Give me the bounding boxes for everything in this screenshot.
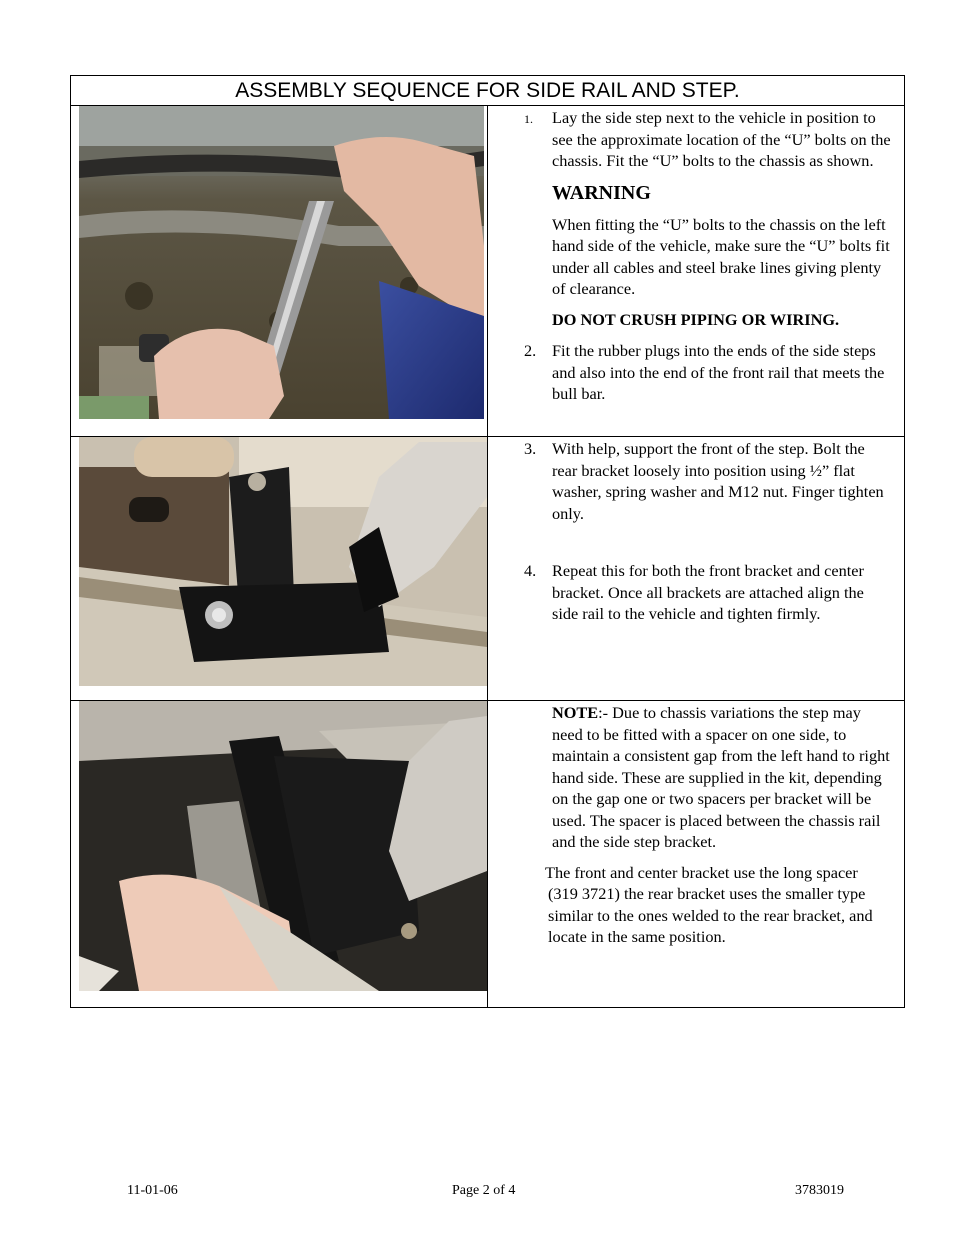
instructions-cell-3 bbox=[488, 701, 905, 1008]
step-1 bbox=[488, 107, 904, 172]
photo-cell-3 bbox=[71, 701, 488, 1008]
note-label: NOTE bbox=[552, 703, 599, 722]
step-number: 1. bbox=[524, 112, 533, 126]
note-text: :- Due to chassis variations the step may need to be fitted with a spacer on one side, to maintain a consistent gap from the left hand to right hand side. These are supplied in the kit, depending on the gap one or two spacers per bracket will be used. The spacer is placed between the chassis rail and the side step bracket. bbox=[552, 703, 890, 851]
instructions-cell-2 bbox=[488, 437, 905, 701]
step-text: Lay the side step next to the vehicle in position to see the approximate location of the “U” bolts on the chassis. Fit the “U” bolts to the chassis as shown. bbox=[552, 108, 891, 170]
warning-heading: WARNING bbox=[552, 181, 651, 204]
footer-page-number: Page 2 of 4 bbox=[452, 1183, 516, 1198]
step-text: With help, support the front of the step. Bolt the rear bracket loosely into position using ½” flat washer, spring washer and M12 nut. Finger tighten only. bbox=[552, 439, 884, 523]
table-row bbox=[71, 106, 905, 437]
step-number: 3. bbox=[524, 439, 537, 458]
table-row bbox=[71, 701, 905, 1008]
step-4 bbox=[488, 560, 904, 625]
spacer-paragraph: The front and center bracket use the long spacer (319 3721) the rear bracket uses the smaller type similar to the ones welded to the rear bracket, and locate in the same position. bbox=[545, 862, 873, 946]
instructions-cell-1 bbox=[488, 106, 905, 437]
photo-cell-2 bbox=[71, 437, 488, 701]
step-text: Repeat this for both the front bracket and center bracket. Once all brackets are attached align the side rail to the vehicle and tighten firmly. bbox=[552, 561, 864, 623]
assembly-table bbox=[70, 75, 905, 1008]
table-title: ASSEMBLY SEQUENCE FOR SIDE RAIL AND STEP. bbox=[71, 76, 905, 106]
footer-doc-number: 3783019 bbox=[795, 1183, 844, 1198]
photo-cell-1 bbox=[71, 106, 488, 437]
step-number: 4. bbox=[524, 561, 537, 580]
step-text: Fit the rubber plugs into the ends of the side steps and also into the end of the front rail that meets the bull bar. bbox=[552, 341, 885, 403]
photo-rear-bracket bbox=[79, 437, 487, 686]
table-row bbox=[71, 437, 905, 701]
note-paragraph bbox=[488, 702, 904, 853]
step-2 bbox=[488, 340, 904, 405]
photo-spacer-fitting bbox=[79, 701, 487, 991]
photo-u-bolt-fitting bbox=[79, 106, 484, 419]
warning-text: When fitting the “U” bolts to the chassis on the left hand side of the vehicle, make sure the “U” bolts fit under all cables and steel brake lines giving plenty of clearance. bbox=[552, 214, 890, 298]
step-number: 2. bbox=[524, 341, 537, 360]
step-3 bbox=[488, 438, 904, 524]
footer-date: 11-01-06 bbox=[127, 1183, 178, 1198]
caution-text: DO NOT CRUSH PIPING OR WIRING. bbox=[552, 309, 840, 329]
